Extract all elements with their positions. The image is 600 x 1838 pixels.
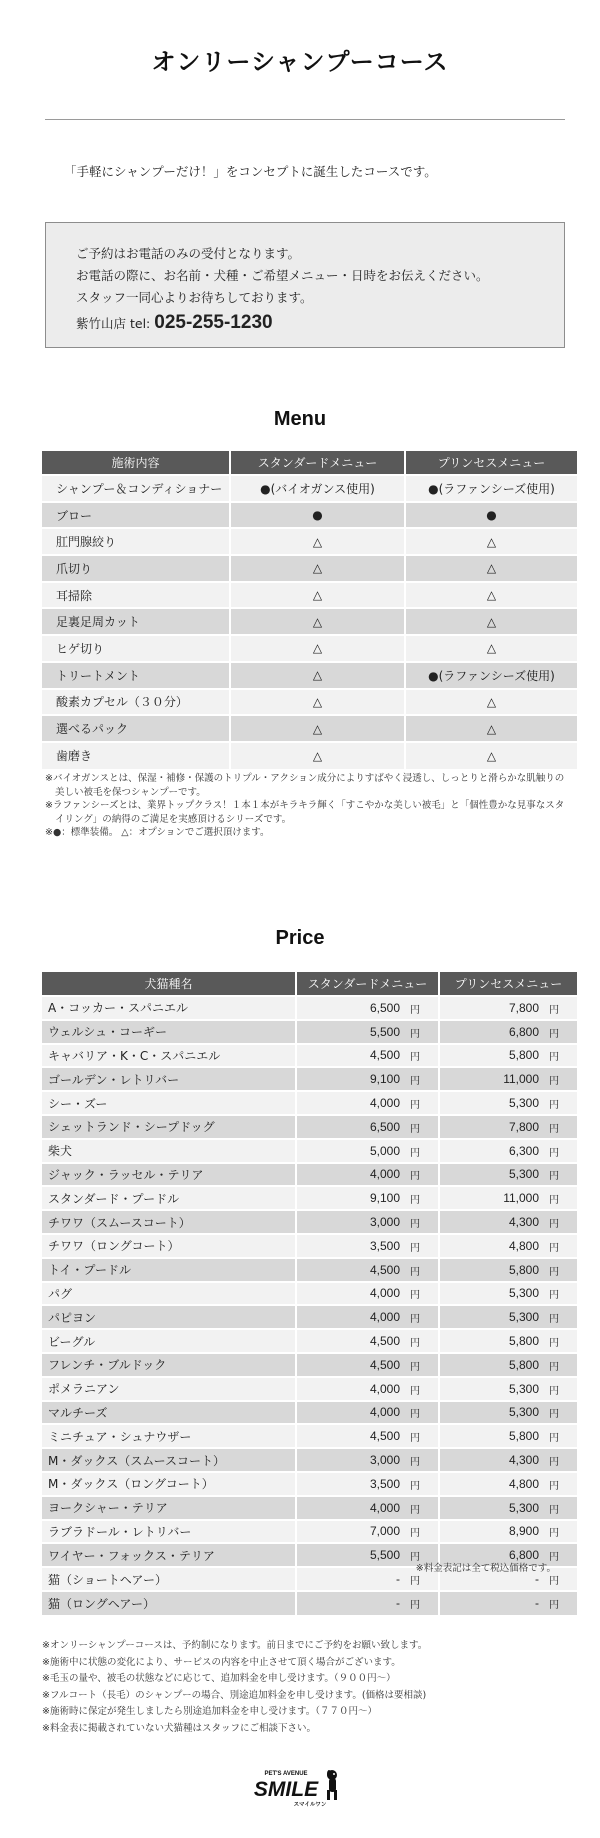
price-value: 7,800 <box>508 1000 539 1015</box>
price-value: 5,300 <box>508 1096 539 1111</box>
menu-row <box>42 555 577 582</box>
price-table <box>42 972 577 1615</box>
breed-name: ラブラドール・レトリバー <box>42 1520 296 1544</box>
breed-name: ポメラニアン <box>42 1377 296 1401</box>
price-unit: 円 <box>549 1338 559 1350</box>
breed-name: ヨークシャー・テリア <box>42 1496 296 1520</box>
price-value-cell <box>296 1472 439 1496</box>
price-unit: 円 <box>549 1242 559 1254</box>
price-unit: 円 <box>410 1004 420 1016</box>
tel-label: 紫竹山店 tel: <box>76 316 151 331</box>
price-header-cell: プリンセスメニュー <box>439 972 577 996</box>
reservation-notice <box>45 222 565 348</box>
menu-item-name: シャンプー＆コンディショナー <box>42 475 230 502</box>
price-value-cell <box>439 1329 577 1353</box>
breed-name: M・ダックス（ロングコート） <box>42 1472 296 1496</box>
menu-item-mark: △ <box>230 715 405 742</box>
price-unit: 円 <box>410 1552 420 1564</box>
price-value: 5,800 <box>508 1357 539 1372</box>
price-value-cell <box>439 1044 577 1068</box>
price-value-cell <box>296 1163 439 1187</box>
price-value-cell <box>296 1139 439 1163</box>
menu-row <box>42 715 577 742</box>
price-value-cell <box>296 1377 439 1401</box>
price-value-cell <box>439 1472 577 1496</box>
price-unit: 円 <box>549 1576 559 1588</box>
price-value-cell <box>439 1305 577 1329</box>
price-value: 5,800 <box>508 1429 539 1444</box>
price-value-cell <box>439 1353 577 1377</box>
price-value: 5,800 <box>508 1262 539 1277</box>
breed-name: ジャック・ラッセル・テリア <box>42 1163 296 1187</box>
price-value-cell <box>296 1496 439 1520</box>
price-value-cell <box>296 1424 439 1448</box>
price-unit: 円 <box>410 1409 420 1421</box>
breed-name: スタンダード・プードル <box>42 1186 296 1210</box>
price-value-cell <box>296 1115 439 1139</box>
price-unit: 円 <box>549 1528 559 1540</box>
menu-item-mark: △ <box>405 555 577 582</box>
price-value: 6,500 <box>369 1000 400 1015</box>
breed-name: キャバリア・K・C・スパニエル <box>42 1044 296 1068</box>
price-value-cell <box>296 1234 439 1258</box>
price-unit: 円 <box>410 1219 420 1231</box>
breed-name: パピヨン <box>42 1305 296 1329</box>
menu-item-mark: △ <box>230 635 405 662</box>
price-value-cell <box>439 1186 577 1210</box>
price-value: 5,000 <box>369 1143 400 1158</box>
price-value-cell <box>439 996 577 1020</box>
footnote: ※オンリーシャンプーコースは、予約制になります。前日までにご予約をお願い致します。 <box>42 1640 428 1651</box>
price-value: 5,300 <box>508 1500 539 1515</box>
price-unit: 円 <box>549 1147 559 1159</box>
menu-item-mark: △ <box>405 742 577 769</box>
menu-table <box>42 451 577 769</box>
price-unit: 円 <box>549 1385 559 1397</box>
breed-name: ビーグル <box>42 1329 296 1353</box>
price-unit: 円 <box>549 1100 559 1112</box>
price-value-cell <box>296 1186 439 1210</box>
price-row <box>42 1115 577 1139</box>
menu-item-mark: △ <box>230 742 405 769</box>
menu-note: ※バイオガンスとは、保湿・補修・保護のトリプル・アクション成分によりすばやく浸透し、しっとりと滑らかな肌触りの美しい被毛を保つシャンプーです。 <box>45 773 565 798</box>
menu-item-mark: △ <box>230 608 405 635</box>
price-unit: 円 <box>549 1433 559 1445</box>
menu-item-name: 足裏足周カット <box>42 608 230 635</box>
menu-item-mark: △ <box>230 662 405 689</box>
menu-note: ※ラファンシーズとは、業界トップクラス！１本１本がキラキラ輝く「すこやかな美しい被毛」と「個性豊かな見事なスタイリング」の納得のご満足を実感頂けるシリーズです。 <box>45 800 565 825</box>
price-row <box>42 1424 577 1448</box>
logo-sub-text: スマイルワン <box>293 1802 327 1808</box>
footnote: ※フルコート（長毛）のシャンプーの場合、別途追加料金を申し受けます。(価格は要相談) <box>42 1689 427 1701</box>
price-value: 4,300 <box>508 1215 539 1230</box>
price-row <box>42 1186 577 1210</box>
tel-number[interactable]: 025-255-1230 <box>154 312 273 333</box>
menu-header-cell: スタンダードメニュー <box>230 451 405 475</box>
price-value-cell <box>296 1520 439 1544</box>
menu-note: ※●：標準装備。 △：オプションでご選択頂けます。 <box>45 827 270 838</box>
price-value: 4,000 <box>369 1381 400 1396</box>
price-unit: 円 <box>549 1219 559 1231</box>
price-value: 5,300 <box>508 1167 539 1182</box>
price-unit: 円 <box>410 1076 420 1088</box>
price-unit: 円 <box>410 1600 420 1612</box>
price-unit: 円 <box>549 1361 559 1373</box>
price-row <box>42 1448 577 1472</box>
price-value: 5,500 <box>369 1548 400 1563</box>
price-unit: 円 <box>410 1385 420 1397</box>
menu-item-name: ブロー <box>42 502 230 529</box>
price-value: - <box>535 1572 539 1587</box>
price-value-cell <box>439 1163 577 1187</box>
price-unit: 円 <box>549 1504 559 1516</box>
price-value: 4,800 <box>508 1238 539 1253</box>
menu-row <box>42 689 577 716</box>
page-title: オンリーシャンプーコース <box>151 48 449 76</box>
menu-item-name: 歯磨き <box>42 742 230 769</box>
price-row <box>42 1472 577 1496</box>
price-unit: 円 <box>410 1195 420 1207</box>
menu-item-name: トリートメント <box>42 662 230 689</box>
notice-line: お電話の際に、お名前・犬種・ご希望メニュー・日時をお伝えください。 <box>76 268 489 283</box>
price-value: 4,000 <box>369 1167 400 1182</box>
breed-name: トイ・プードル <box>42 1258 296 1282</box>
breed-name: ワイヤー・フォックス・テリア <box>42 1543 296 1567</box>
price-value-cell <box>296 1067 439 1091</box>
price-value: 4,000 <box>369 1310 400 1325</box>
price-unit: 円 <box>410 1528 420 1540</box>
breed-name: チワワ（ロングコート） <box>42 1234 296 1258</box>
menu-item-mark: △ <box>405 689 577 716</box>
price-row <box>42 1353 577 1377</box>
dog-silhouette-icon <box>327 1770 337 1800</box>
menu-notes <box>45 772 570 840</box>
menu-section-title: Menu <box>273 408 327 430</box>
menu-item-mark: ●(バイオガンス使用) <box>230 475 405 502</box>
logo-main-text: SMILE <box>253 1778 319 1801</box>
price-value-cell <box>439 1139 577 1163</box>
price-row <box>42 1258 577 1282</box>
price-unit: 円 <box>549 1290 559 1302</box>
footnote: ※料金表に掲載されていない犬猫種はスタッフにご相談下さい。 <box>42 1722 316 1734</box>
price-value: 4,500 <box>369 1334 400 1349</box>
price-row <box>42 1044 577 1068</box>
price-unit: 円 <box>549 1600 559 1612</box>
price-unit: 円 <box>410 1171 420 1183</box>
tax-note: ※料金表記は全て税込価格です。 <box>415 1563 556 1574</box>
menu-row <box>42 742 577 769</box>
menu-header-cell: プリンセスメニュー <box>405 451 577 475</box>
price-value-cell <box>439 1020 577 1044</box>
breed-name: 猫（ロングヘアー） <box>42 1591 296 1615</box>
price-value-cell <box>296 1305 439 1329</box>
price-value-cell <box>296 1353 439 1377</box>
price-value: 7,000 <box>369 1524 400 1539</box>
price-value: 6,500 <box>369 1119 400 1134</box>
price-row <box>42 1329 577 1353</box>
menu-item-name: 選べるパック <box>42 715 230 742</box>
price-unit: 円 <box>410 1052 420 1064</box>
price-value: 4,500 <box>369 1357 400 1372</box>
price-row <box>42 1163 577 1187</box>
breed-name: チワワ（スムースコート） <box>42 1210 296 1234</box>
logo-top-text: PET'S AVENUE <box>264 1771 308 1777</box>
price-unit: 円 <box>410 1123 420 1135</box>
price-section-title: Price <box>275 927 325 949</box>
price-value-cell <box>439 1377 577 1401</box>
price-row <box>42 996 577 1020</box>
price-unit: 円 <box>549 1266 559 1278</box>
price-unit: 円 <box>410 1480 420 1492</box>
menu-item-mark: ●(ラファンシーズ使用) <box>405 662 577 689</box>
breed-name: マルチーズ <box>42 1401 296 1425</box>
price-value-cell <box>296 1401 439 1425</box>
price-row <box>42 1377 577 1401</box>
menu-row <box>42 528 577 555</box>
price-unit: 円 <box>549 1052 559 1064</box>
price-unit: 円 <box>549 1552 559 1564</box>
price-value-cell <box>296 1091 439 1115</box>
price-unit: 円 <box>410 1242 420 1254</box>
breed-name: 猫（ショートヘアー） <box>42 1567 296 1591</box>
price-row <box>42 1520 577 1544</box>
menu-item-mark: △ <box>230 689 405 716</box>
price-value: 4,800 <box>508 1476 539 1491</box>
menu-item-mark: ● <box>405 502 577 529</box>
price-value: 5,500 <box>369 1024 400 1039</box>
price-value: 4,300 <box>508 1453 539 1468</box>
price-value: - <box>396 1596 400 1611</box>
price-value-cell <box>439 1258 577 1282</box>
menu-row <box>42 662 577 689</box>
price-unit: 円 <box>410 1576 420 1588</box>
menu-row <box>42 608 577 635</box>
price-value-cell <box>439 1401 577 1425</box>
price-value: 6,800 <box>508 1548 539 1563</box>
price-value: 5,300 <box>508 1405 539 1420</box>
price-value: 9,100 <box>369 1191 400 1206</box>
price-value: 4,500 <box>369 1262 400 1277</box>
price-value-cell <box>296 1448 439 1472</box>
price-row <box>42 1091 577 1115</box>
price-value: 8,900 <box>508 1524 539 1539</box>
price-unit: 円 <box>549 1457 559 1469</box>
price-value: 4,500 <box>369 1048 400 1063</box>
price-value: 5,300 <box>508 1381 539 1396</box>
breed-name: ゴールデン・レトリバー <box>42 1067 296 1091</box>
smile-logo <box>250 1766 350 1814</box>
price-value-cell <box>296 1210 439 1234</box>
menu-item-mark: △ <box>405 608 577 635</box>
price-row <box>42 1591 577 1615</box>
price-unit: 円 <box>549 1314 559 1326</box>
menu-row <box>42 502 577 529</box>
price-value: 6,800 <box>508 1024 539 1039</box>
footnote: ※施術中に状態の変化により、サービスの内容を中止させて頂く場合がございます。 <box>42 1656 401 1668</box>
concept-text: 「手軽にシャンプーだけ！」をコンセプトに誕生したコースです。 <box>64 164 437 179</box>
tel-line <box>76 312 564 335</box>
breed-name: M・ダックス（スムースコート） <box>42 1448 296 1472</box>
price-header-cell: 犬猫種名 <box>42 972 296 996</box>
price-unit: 円 <box>410 1028 420 1040</box>
price-unit: 円 <box>549 1171 559 1183</box>
price-unit: 円 <box>549 1004 559 1016</box>
price-value: 7,800 <box>508 1119 539 1134</box>
price-value: 5,300 <box>508 1310 539 1325</box>
price-value-cell <box>439 1282 577 1306</box>
menu-row <box>42 582 577 609</box>
price-row <box>42 1210 577 1234</box>
price-value-cell <box>439 1234 577 1258</box>
price-value-cell <box>439 1091 577 1115</box>
price-value-cell <box>439 1424 577 1448</box>
price-value: - <box>535 1596 539 1611</box>
price-unit: 円 <box>410 1361 420 1373</box>
price-row <box>42 1305 577 1329</box>
menu-item-mark: ●(ラファンシーズ使用) <box>405 475 577 502</box>
breed-name: パグ <box>42 1282 296 1306</box>
price-unit: 円 <box>410 1338 420 1350</box>
price-row <box>42 1139 577 1163</box>
price-value: 4,000 <box>369 1405 400 1420</box>
breed-name: ウェルシュ・コーギー <box>42 1020 296 1044</box>
price-unit: 円 <box>410 1290 420 1302</box>
price-unit: 円 <box>410 1504 420 1516</box>
price-value: 9,100 <box>369 1072 400 1087</box>
price-value: 11,000 <box>503 1072 539 1087</box>
breed-name: フレンチ・ブルドック <box>42 1353 296 1377</box>
menu-item-mark: △ <box>230 528 405 555</box>
price-value-cell <box>296 1591 439 1615</box>
menu-item-name: 肛門腺絞り <box>42 528 230 555</box>
breed-name: シー・ズー <box>42 1091 296 1115</box>
breed-name: 柴犬 <box>42 1139 296 1163</box>
title-divider <box>45 119 565 120</box>
breed-name: シェットランド・シープドッグ <box>42 1115 296 1139</box>
price-value-cell <box>296 1329 439 1353</box>
notice-line: スタッフ一同心よりお待ちしております。 <box>76 290 313 305</box>
price-value: 4,000 <box>369 1500 400 1515</box>
price-value-cell <box>439 1115 577 1139</box>
price-row <box>42 1067 577 1091</box>
price-unit: 円 <box>410 1147 420 1159</box>
price-unit: 円 <box>549 1409 559 1421</box>
menu-item-mark: △ <box>405 715 577 742</box>
price-value: 3,500 <box>369 1238 400 1253</box>
price-value: 4,000 <box>369 1096 400 1111</box>
price-unit: 円 <box>410 1433 420 1445</box>
menu-header-cell: 施術内容 <box>42 451 230 475</box>
breed-name: A・コッカー・スパニエル <box>42 996 296 1020</box>
price-header-cell: スタンダードメニュー <box>296 972 439 996</box>
footnotes <box>42 1638 572 1737</box>
price-row <box>42 1401 577 1425</box>
price-value-cell <box>439 1520 577 1544</box>
price-row <box>42 1020 577 1044</box>
footnote: ※毛玉の量や、被毛の状態などに応じて、追加料金を申し受けます。（９００円〜） <box>42 1673 396 1684</box>
price-value-cell <box>439 1210 577 1234</box>
price-value: 5,800 <box>508 1048 539 1063</box>
menu-row <box>42 475 577 502</box>
price-row <box>42 1282 577 1306</box>
footnote: ※施術時に保定が発生しましたら別途追加料金を申し受けます。（７７０円〜） <box>42 1706 377 1717</box>
price-unit: 円 <box>410 1100 420 1112</box>
price-value: - <box>396 1572 400 1587</box>
menu-item-mark: △ <box>405 635 577 662</box>
price-value: 3,500 <box>369 1476 400 1491</box>
price-value: 5,800 <box>508 1334 539 1349</box>
menu-item-mark: △ <box>230 555 405 582</box>
price-unit: 円 <box>410 1266 420 1278</box>
price-unit: 円 <box>549 1195 559 1207</box>
notice-line: ご予約はお電話のみの受付となります。 <box>76 246 301 261</box>
menu-item-name: ヒゲ切り <box>42 635 230 662</box>
menu-row <box>42 635 577 662</box>
price-value: 3,000 <box>369 1215 400 1230</box>
menu-item-name: 酸素カプセル（３０分） <box>42 689 230 716</box>
price-value-cell <box>439 1591 577 1615</box>
menu-item-name: 爪切り <box>42 555 230 582</box>
price-value-cell <box>296 1258 439 1282</box>
price-value-cell <box>439 1496 577 1520</box>
price-unit: 円 <box>549 1076 559 1088</box>
price-value: 11,000 <box>503 1191 539 1206</box>
price-value-cell <box>296 1044 439 1068</box>
price-value-cell <box>439 1448 577 1472</box>
price-unit: 円 <box>549 1123 559 1135</box>
menu-item-mark: △ <box>230 582 405 609</box>
price-row <box>42 1234 577 1258</box>
price-row <box>42 1496 577 1520</box>
price-unit: 円 <box>549 1028 559 1040</box>
menu-item-mark: △ <box>405 528 577 555</box>
menu-item-mark: ● <box>230 502 405 529</box>
price-value: 6,300 <box>508 1143 539 1158</box>
price-value-cell <box>296 1282 439 1306</box>
price-value: 4,000 <box>369 1286 400 1301</box>
price-value: 4,500 <box>369 1429 400 1444</box>
price-unit: 円 <box>410 1314 420 1326</box>
price-value-cell <box>296 1020 439 1044</box>
menu-item-name: 耳掃除 <box>42 582 230 609</box>
price-value: 3,000 <box>369 1453 400 1468</box>
price-value-cell <box>439 1067 577 1091</box>
breed-name: ミニチュア・シュナウザー <box>42 1424 296 1448</box>
price-value: 5,300 <box>508 1286 539 1301</box>
price-unit: 円 <box>410 1457 420 1469</box>
price-value-cell <box>296 996 439 1020</box>
menu-item-mark: △ <box>405 582 577 609</box>
price-unit: 円 <box>549 1480 559 1492</box>
